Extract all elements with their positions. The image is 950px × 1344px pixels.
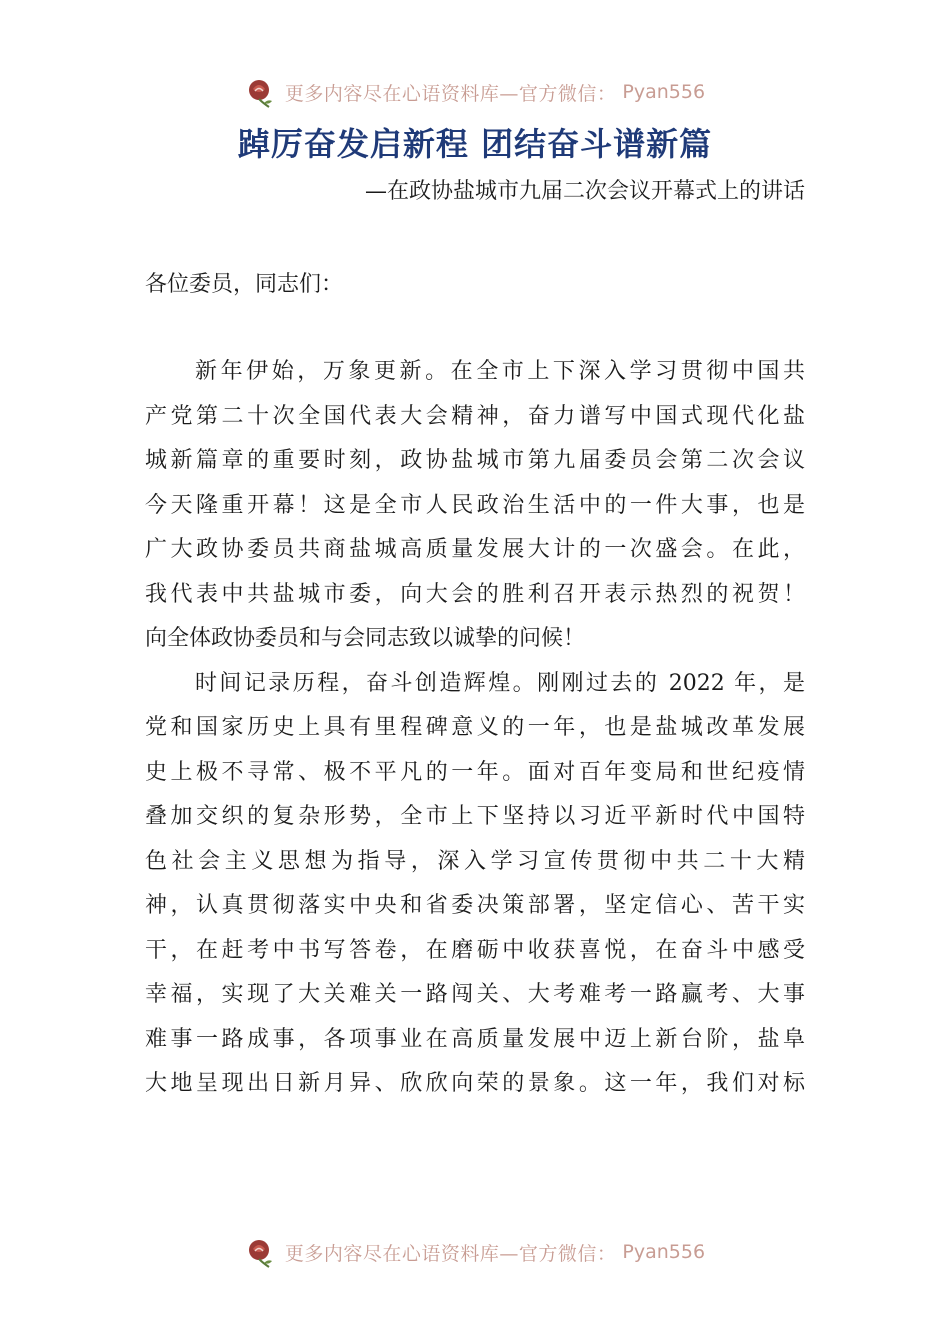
document-title: 踔厉奋发启新程 团结奋斗谱新篇 [237,125,713,163]
paragraph-line: 新年伊始，万象更新。在全市上下深入学习贯彻中国共 [195,359,805,384]
header-banner-text: 更多内容尽在心语资料库—官方微信： [284,82,617,105]
footer-banner-text: 更多内容尽在心语资料库—官方微信： [284,1242,617,1265]
footer-banner [0,1232,950,1272]
paragraph-line: 干，在赶考中书写答卷，在磨砺中收获喜悦，在奋斗中感受 [145,937,805,963]
salutation: 各位委员，同志们： [145,272,344,297]
rose-icon [245,75,279,109]
rose-icon [245,1235,279,1269]
paragraph-1 [145,350,805,662]
footer-banner-content [245,1235,705,1269]
paragraph-line: 向全体政协委员和与会同志致以诚挚的问候！ [145,626,586,651]
paragraph-line: 大地呈现出日新月异、欣欣向荣的景象。这一年，我们对标 [145,1071,805,1096]
paragraph-line: 党和国家历史上具有里程碑意义的一年，也是盐城改革发展 [145,715,805,740]
paragraph-line: 产党第二十次全国代表大会精神，奋力谱写中国式现代化盐 [145,403,805,429]
paragraph-2 [145,662,805,1107]
paragraph-line: 幸福，实现了大关难关一路闯关、大考难考一路赢考、大事 [145,982,805,1007]
header-wechat-id: Pyan556 [622,81,706,103]
paragraph-line: 色社会主义思想为指导，深入学习宣传贯彻中共二十大精 [145,848,805,874]
document-subtitle: —在政协盐城市九届二次会议开幕式上的讲话 [364,179,805,204]
paragraph-line: 叠加交织的复杂形势，全市上下坚持以习近平新时代中国特 [145,804,805,829]
paragraph-line: 广大政协委员共商盐城高质量发展大计的一次盛会。在此， [145,537,805,562]
paragraph-line: 难事一路成事，各项事业在高质量发展中迈上新台阶，盐阜 [145,1026,805,1052]
paragraph-line: 今天隆重开幕！这是全市人民政治生活中的一件大事，也是 [145,492,805,518]
paragraph-line: 城新篇章的重要时刻，政协盐城市第九届委员会第二次会议 [145,448,805,473]
paragraph-line: 时间记录历程，奋斗创造辉煌。刚刚过去的 2022 年，是 [195,670,805,696]
header-banner-content [245,75,705,109]
header-banner [0,72,950,112]
paragraph-line: 神，认真贯彻落实中央和省委决策部署，坚定信心、苦干实 [145,893,805,918]
document-body [145,350,805,1107]
paragraph-line: 我代表中共盐城市委，向大会的胜利召开表示热烈的祝贺！ [145,581,805,607]
paragraph-line: 史上极不寻常、极不平凡的一年。面对百年变局和世纪疫情 [145,759,805,785]
footer-wechat-id: Pyan556 [622,1241,706,1263]
